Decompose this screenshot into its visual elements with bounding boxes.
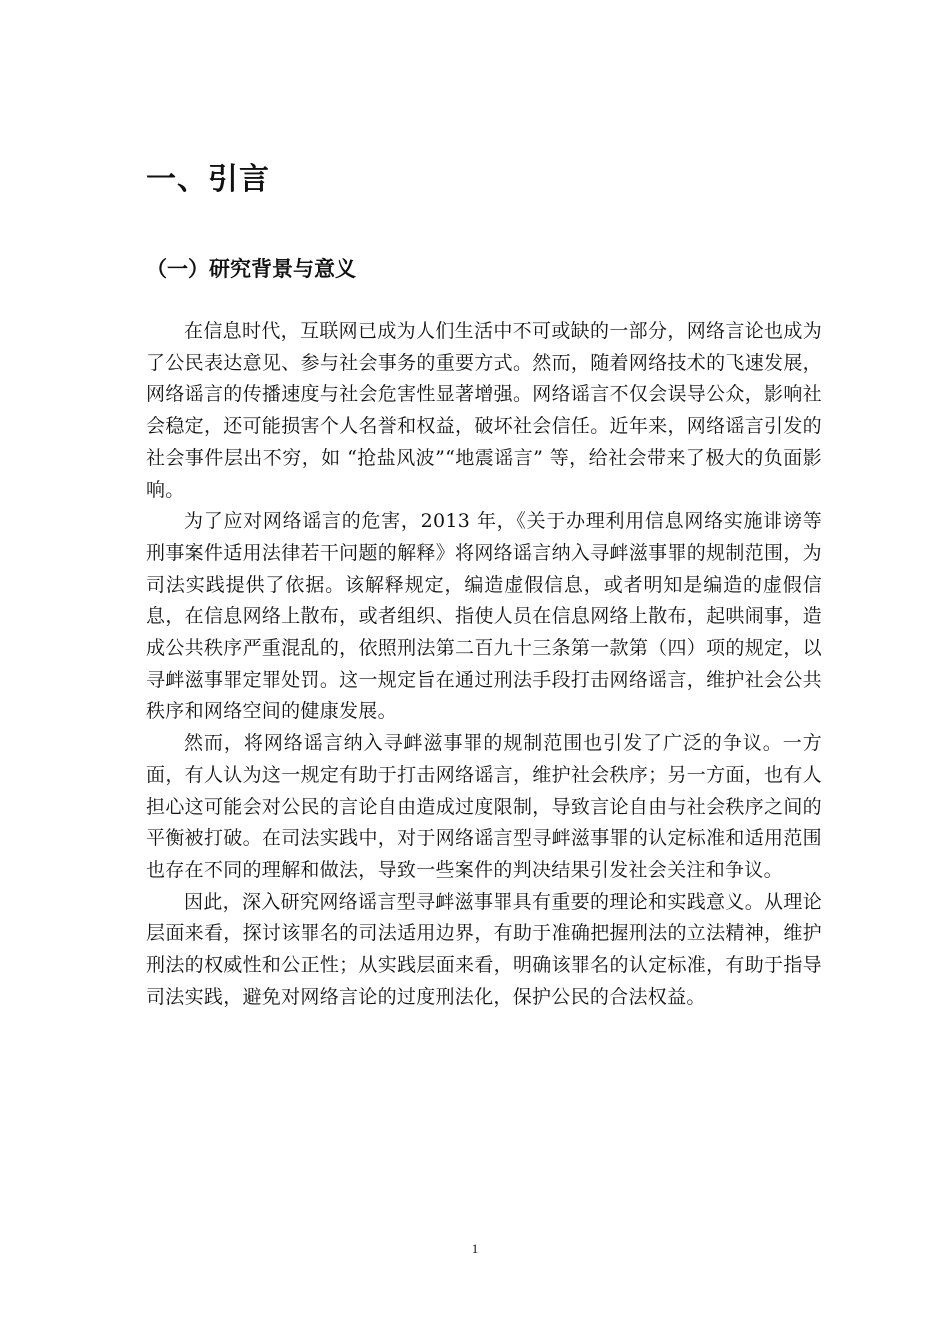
paragraph-significance: 因此，深入研究网络谣言型寻衅滋事罪具有重要的理论和实践意义。从理论层面来看，探讨该罪名的司法适用边界，有助于准确把握刑法的立法精神，维护刑法的权威性和公正性；从实践层面来看，明确该罪名的认定标准，有助于指导司法实践，避免对网络言论的过度刑法化，保护公民的合法权益。 [146,890,822,1008]
subsection-heading: （一）研究背景与意义 [146,257,356,281]
body-text [146,316,822,1013]
page-number: 1 [471,1241,479,1256]
paragraph-judicial-interpretation: 为了应对网络谣言的危害，2013 年，《关于办理利用信息网络实施诽谤等刑事案件适用法律若干问题的解释》将网络谣言纳入寻衅滋事罪的规制范围，为司法实践提供了依据。该解释规定，编造虚假信息，或者明知是编造的虚假信息，在信息网络上散布，或者组织、指使人员在信息网络上散布，起哄闹事，造成公共秩序严重混乱的，依照刑法第二百九十三条第一款第（四）项的规定，以寻衅滋事罪定罪处罚。这一规定旨在通过刑法手段打击网络谣言，维护社会公共秩序和网络空间的健康发展。 [146,510,822,723]
paragraph-background: 在信息时代，互联网已成为人们生活中不可或缺的一部分，网络言论也成为了公民表达意见、参与社会事务的重要方式。然而，随着网络技术的飞速发展，网络谣言的传播速度与社会危害性显著增强。网络谣言不仅会误导公众，影响社会稳定，还可能损害个人名誉和权益，破坏社会信任。近年来，网络谣言引发的社会事件层出不穷，如 “抢盐风波”“地震谣言” 等，给社会带来了极大的负面影响。 [146,320,822,501]
section-heading: 一、引言 [146,162,270,197]
paragraph-controversy: 然而，将网络谣言纳入寻衅滋事罪的规制范围也引发了广泛的争议。一方面，有人认为这一规定有助于打击网络谣言，维护社会秩序；另一方面，也有人担心这可能会对公民的言论自由造成过度限制，导致言论自由与社会秩序之间的平衡被打破。在司法实践中，对于网络谣言型寻衅滋事罪的认定标准和适用范围也存在不同的理解和做法，导致一些案件的判决结果引发社会关注和争议。 [146,732,822,881]
